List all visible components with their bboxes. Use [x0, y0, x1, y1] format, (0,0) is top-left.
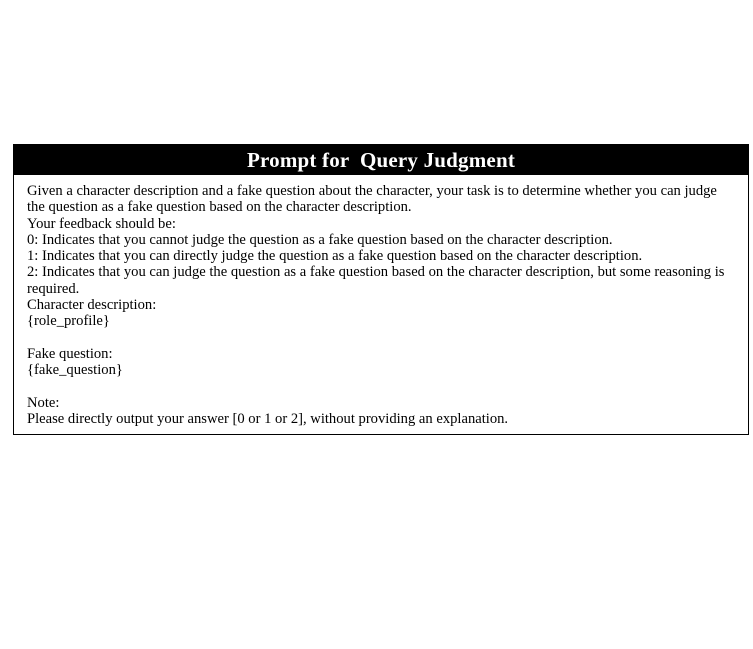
option-2: 2: Indicates that you can judge the question as a fake question based on the character description, but some reasoning is required.	[27, 264, 729, 297]
character-label: Character description:	[27, 297, 157, 314]
prompt-body	[14, 175, 748, 434]
spacer	[27, 379, 738, 395]
prompt-title: Prompt for Query Judgment	[14, 145, 748, 175]
question-placeholder: {fake_question}	[27, 362, 123, 379]
question-label: Fake question:	[27, 345, 113, 362]
intro-text: Given a character description and a fake question about the character, your task is to determine whether you can judge the question as a fake question based on the character description.	[27, 183, 721, 216]
character-placeholder: {role_profile}	[27, 313, 110, 330]
option-1: 1: Indicates that you can directly judge the question as a fake question based on the character description.	[27, 248, 643, 265]
spacer	[27, 330, 738, 346]
prompt-box	[13, 144, 749, 435]
note-text: Please directly output your answer [0 or 1 or 2], without providing an explanation.	[27, 411, 509, 428]
option-0: 0: Indicates that you cannot judge the question as a fake question based on the character description.	[27, 231, 613, 248]
note-label: Note:	[27, 394, 60, 411]
feedback-heading: Your feedback should be:	[27, 215, 176, 232]
